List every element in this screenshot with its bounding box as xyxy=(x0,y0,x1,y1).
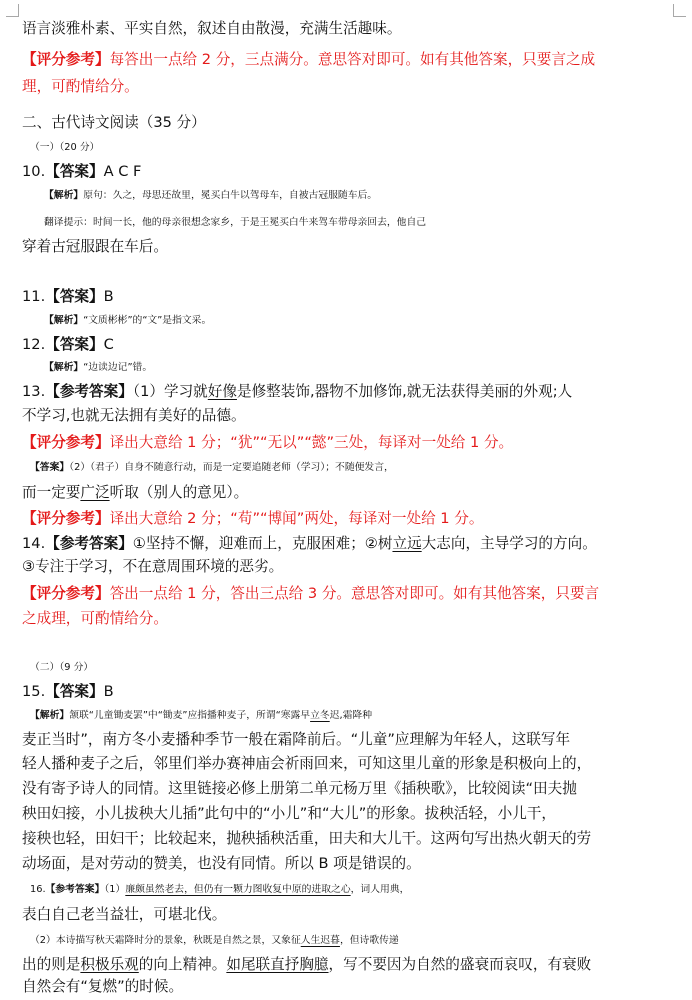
question-15-analysis xyxy=(30,707,690,725)
answer-tag: 【参考答案】 xyxy=(45,383,133,400)
answer-tag: 【参考答案】 xyxy=(45,535,133,552)
question-15-analysis xyxy=(22,805,682,823)
question-12-analysis xyxy=(44,359,692,377)
text-span: 表白自己老当益壮，可堪北伐。 xyxy=(22,906,227,923)
answer-value: A C F xyxy=(103,163,142,180)
text-span: ①坚持不懈，迎难而上，克服困难；②树 xyxy=(132,535,393,552)
text-span: 之成理，可酌情给分。 xyxy=(22,610,168,627)
question-13-answer xyxy=(22,407,682,425)
underlined-text: 廉颇虽然老去，但仍有一颗力图收复中原的进取之心 xyxy=(125,884,351,895)
question-13-answer xyxy=(22,383,682,401)
page-corner-mark xyxy=(673,4,686,17)
scoring-tag: 【评分参考】 xyxy=(22,51,110,68)
answer-tag: 【参考答案】 xyxy=(45,884,105,895)
question-14-answer xyxy=(22,535,682,553)
text-span: 没有寄予诗人的同情。这里链接必修上册第二单元杨万里《插秧歌》，比较阅读“田夫抛 xyxy=(22,780,577,797)
question-number: 11. xyxy=(22,288,46,305)
answer-value: C xyxy=(103,336,114,353)
question-10-translation xyxy=(44,214,692,232)
text-span: ③专注于学习，不在意周围环境的恶劣。 xyxy=(22,558,284,575)
text-span: 理，可酌情给分。 xyxy=(22,78,139,95)
question-10-analysis xyxy=(44,187,692,205)
scoring-line xyxy=(22,434,682,452)
text-span: 颔联“儿童锄麦罢”中“锄麦”应指播种麦子，所谓“寒露早 xyxy=(69,710,311,721)
question-12-answer xyxy=(22,336,682,354)
analysis-tag: 【解析】 xyxy=(44,315,84,326)
answer-value: B xyxy=(103,288,114,305)
question-number: 14. xyxy=(22,535,46,552)
question-13-answer xyxy=(30,459,690,477)
text-span: 大志向，主导学习的方向。 xyxy=(421,535,597,552)
text-span: 而一定要 xyxy=(22,484,81,501)
text-span: 译出大意给 2 分；“苟”“博闻”两处，每译对一处给 1 分。 xyxy=(109,510,484,527)
text-span: 每答出一点给 2 分，三点满分。意思答对即可。如有其他答案，只要言之成 xyxy=(109,51,596,68)
text-span: 迟,霜降种 xyxy=(329,710,373,721)
underlined-text: 积极乐观 xyxy=(80,956,139,973)
answer-tag: 【答案】 xyxy=(45,288,104,305)
answer-tag: 【答案】 xyxy=(45,163,104,180)
question-16-answer xyxy=(22,906,682,924)
text-span: 二、古代诗文阅读（35 分） xyxy=(22,114,206,131)
question-16-answer xyxy=(22,956,682,974)
text-span: 秧田妇接，小儿拔秧大儿插”此句中的“小儿”和“大儿”的形象。拔秧活轻，小儿干， xyxy=(22,805,556,822)
text-span: 译出大意给 1 分；“犹”“无以”“懿”三处，每译对一处给 1 分。 xyxy=(109,434,514,451)
subsection-title xyxy=(30,659,690,677)
text-span: 听取（别人的意见）。 xyxy=(109,484,249,501)
scoring-line xyxy=(22,510,682,528)
question-16-answer xyxy=(30,932,690,950)
underlined-text: 人生迟暮 xyxy=(300,935,340,946)
question-15-analysis xyxy=(22,755,682,773)
question-14-answer xyxy=(22,558,682,576)
question-15-analysis xyxy=(22,780,682,798)
section-title xyxy=(22,114,682,132)
text-span: 翻译提示：时间一长，他的母亲很想念家乡，于是王冕买白牛来驾车带母亲回去，他自己 xyxy=(44,217,427,228)
text-line xyxy=(22,20,682,38)
underlined-text: 好像 xyxy=(207,383,237,400)
text-span: 不学习,也就无法拥有美好的品德。 xyxy=(22,407,246,424)
scoring-line xyxy=(22,78,682,96)
text-span: （二）（9 分） xyxy=(30,662,94,673)
page-corner-mark xyxy=(6,4,19,17)
text-span: “文质彬彬”的“文”是指文采。 xyxy=(83,315,212,326)
text-span: 的向上精神。 xyxy=(138,956,227,973)
question-number: 13. xyxy=(22,383,46,400)
text-span: （2）（君子）自身不随意行动，而是一定要追随老师（学习）；不随便发言， xyxy=(69,462,394,473)
text-span: 自然会有“复燃”的时候。 xyxy=(22,978,184,995)
answer-value: B xyxy=(103,683,114,700)
question-15-analysis xyxy=(22,855,682,873)
text-span: ，写不要因为自然的盛衰而哀叹，有衰败 xyxy=(328,956,592,973)
subsection-title xyxy=(30,139,690,157)
text-span: 答出一点给 1 分，答出三点给 3 分。意思答对即可。如有其他答案，只要言 xyxy=(109,585,600,602)
analysis-tag: 【解析】 xyxy=(30,710,70,721)
text-span: （一）（20 分） xyxy=(30,142,100,153)
question-number: 16. xyxy=(30,884,46,895)
scoring-tag: 【评分参考】 xyxy=(22,510,110,527)
text-span: 是修整装饰,器物不加修饰,就无法获得美丽的外观;人 xyxy=(236,383,573,400)
question-11-analysis xyxy=(44,312,692,330)
question-15-analysis xyxy=(22,731,682,749)
question-13-answer xyxy=(22,484,682,502)
text-span: ，但诗歌传递 xyxy=(339,935,399,946)
text-span: （1） xyxy=(104,884,126,895)
question-number: 15. xyxy=(22,683,46,700)
question-16-answer xyxy=(22,978,682,996)
answer-tag: 【答案】 xyxy=(45,683,104,700)
scoring-line xyxy=(22,585,682,603)
text-span: 接秧也轻，田妇干；比较起来，抛秧插秧活重，田夫和大儿干。这两句写出热火朝天的劳 xyxy=(22,830,592,847)
text-span: （2）本诗描写秋天霜降时分的景象，秋既是自然之景，又象征 xyxy=(30,935,301,946)
answer-tag: 【答案】 xyxy=(45,336,104,353)
text-span: 原句：久之，母思还故里，冕买白牛以驾母车，自被古冠服随车后。 xyxy=(83,190,378,201)
text-span: 穿着古冠服跟在车后。 xyxy=(22,238,168,255)
scoring-tag: 【评分参考】 xyxy=(22,434,110,451)
underlined-text: 立远 xyxy=(392,535,422,552)
text-span: 动场面，是对劳动的赞美，也没有同情。所以 B 项是错误的。 xyxy=(22,855,421,872)
underlined-text: 如尾联直抒胸臆 xyxy=(226,956,329,973)
text-span: 语言淡雅朴素、平实自然，叙述自由散漫，充满生活趣味。 xyxy=(22,20,402,37)
text-span: 轻人播种麦子之后，邻里们举办赛神庙会祈雨回来，可知这里儿童的形象是积极向上的， xyxy=(22,755,592,772)
text-span: 出的则是 xyxy=(22,956,81,973)
text-span: 麦正当时”，南方冬小麦播种季节一般在霜降前后。“儿童”应理解为年轻人，这联写年 xyxy=(22,731,571,748)
question-16-answer xyxy=(30,881,690,899)
underlined-text: 立冬 xyxy=(310,710,330,721)
question-number: 12. xyxy=(22,336,46,353)
question-10-translation xyxy=(22,238,682,256)
scoring-line xyxy=(22,610,682,628)
analysis-tag: 【解析】 xyxy=(44,362,84,373)
question-11-answer xyxy=(22,288,682,306)
question-number: 10. xyxy=(22,163,46,180)
question-15-analysis xyxy=(22,830,682,848)
analysis-tag: 【解析】 xyxy=(44,190,84,201)
scoring-line xyxy=(22,51,682,69)
question-15-answer xyxy=(22,683,682,701)
question-10-answer xyxy=(22,163,682,181)
underlined-text: 广泛 xyxy=(80,484,110,501)
text-span: （1）学习就 xyxy=(132,383,208,400)
answer-tag: 【答案】 xyxy=(30,462,70,473)
text-span: “边读边记”错。 xyxy=(83,362,153,373)
text-span: ，词人用典， xyxy=(350,884,410,895)
scoring-tag: 【评分参考】 xyxy=(22,585,110,602)
